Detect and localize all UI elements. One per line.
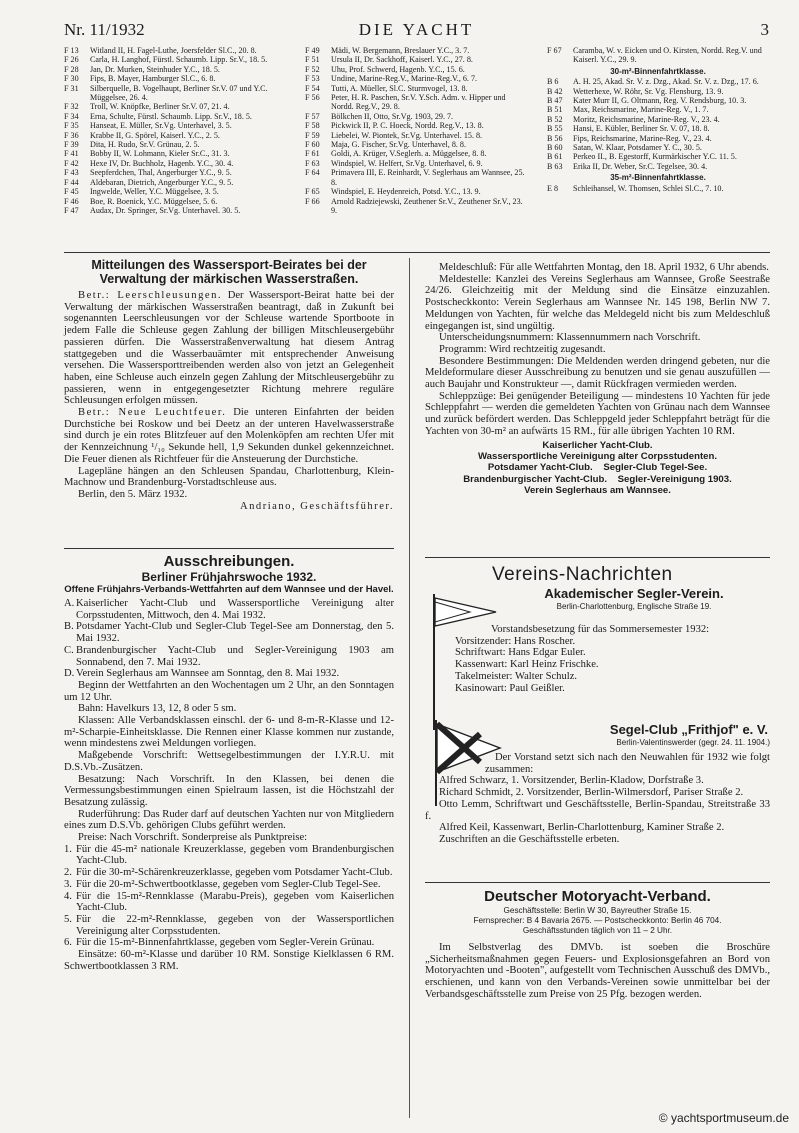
preise-paragraph: Preise: Nach Vorschrift. Sonderpreise als Punktpreise:	[78, 832, 308, 844]
board-member: Takelmeister: Walter Schulz.	[455, 670, 578, 682]
ausschreibungen-article	[64, 553, 394, 973]
registry-entry	[305, 121, 525, 130]
dmv-address: Geschäftsstelle: Berlin W 30, Bayreuther Straße 15.	[503, 906, 692, 915]
list-text: Für die 15-m²-Rennklasse (Marabu-Preis), gegeben vom Kaiserlichen Yacht-Club.	[76, 890, 394, 914]
sail-number: F 46	[64, 196, 79, 206]
club-name: Kaiserlicher Yacht-Club.	[542, 439, 653, 451]
list-marker: B.	[64, 621, 74, 633]
class-subheading: 30-m²-Binnenfahrtklasse.	[610, 66, 706, 76]
sail-number: B 61	[547, 152, 563, 162]
registry-entry	[64, 149, 279, 158]
yacht-details: Hansi, E. Kübler, Berliner Sr. V. 07, 18. 8.	[573, 124, 710, 134]
sail-number: B 63	[547, 161, 563, 171]
registry-entry	[305, 93, 525, 112]
yacht-details: Witland II, H. Fagel-Luthe, Joersfelder Sl.C., 20. 8.	[90, 46, 257, 55]
registry-entry	[547, 134, 769, 143]
yacht-details: Ingwelde, Weller, Y.C. Müggelsee, 3. 5.	[90, 187, 219, 197]
list-item	[64, 867, 394, 879]
beirat-signature: Andriano, Geschäftsführer.	[239, 500, 394, 512]
frithjof-member-2: Richard Schmidt, 2. Vorsitzender, Berlin-Wilmersdorf, Pariser Straße 2.	[439, 787, 744, 799]
registry-entry	[547, 184, 769, 193]
registry-entry	[64, 168, 279, 177]
club-name: Verein Seglerhaus am Wannsee.	[524, 485, 671, 497]
yacht-details: Kater Murr II, G. Oltmann, Reg. V. Rendsburg, 10. 3.	[573, 96, 747, 106]
frithjof-member-3: Otto Lemm, Schriftwart und Geschäftsstelle, Berlin-Spandau, Streitstraße 33 f.	[425, 798, 770, 822]
sail-number: F 61	[305, 149, 320, 159]
meldeschluss-paragraph: Meldeschluß: Für alle Wettfahrten Montag, den 18. April 1932, 6 Uhr abends.	[439, 262, 769, 273]
akad-address: Berlin-Charlottenburg, Englische Straße 19.	[556, 602, 712, 611]
yacht-details: Perkeo II., B. Egestorff, Kurmärkischer Y.C. 11. 5.	[573, 152, 737, 162]
frithjof-member-1: Alfred Schwarz, 1. Vorsitzender, Berlin-Kladow, Dorfstraße 3.	[439, 775, 704, 787]
schlepp-paragraph: Schleppzüge: Bei genügender Beteiligung — mindestens 10 Yachten für jede Schleppfahrt — werden die gemeldeten Yachten von Grünau nach dem Wannsee und zurück befördert werden. Das Schleppgeld jeder Schleppfahrt beträgt für die Yachten von 30-m² an aufwärts 15 RM., für alle übrigen Yachten 10 RM.	[425, 390, 770, 437]
beirat-title: Mitteilungen des Wassersport-Beirates bei der Verwaltung der märkischen Wasserstraßen.	[91, 258, 367, 286]
registry-entry	[305, 197, 525, 216]
registry-entry	[64, 131, 279, 140]
frithjof-club	[498, 722, 770, 749]
yacht-details: Hexe IV, Dr. Buchholz, Hagenb. Y.C., 30. 4.	[90, 158, 234, 168]
sail-number: F 34	[64, 111, 79, 121]
dmv-paragraph: Im Selbstverlag des DMVb. ist soeben die Broschüre „Sicherheitsmaßnahmen gegen Feuers- und Explosionsgefahren an Bord von Motoryachten und -Booten", aufgestellt vom Technischen Ausschuß des DMVb., erschienen, und kann von den Verbands-Vereinen sowie unmittelbar bei der Verbandsgeschäftsstelle zum Preise von 25 Pfg. bezogen werden.	[425, 942, 770, 1000]
sail-number: B 52	[547, 114, 563, 124]
sail-number: F 66	[305, 196, 320, 206]
yacht-details: Ursula II, Dr. Sackhoff, Kaiserl. Y.C., 27. 8.	[331, 55, 473, 65]
yacht-details: Boe, R. Boenick, Y.C. Müggelsee, 5. 6.	[90, 196, 218, 206]
frithjof-address: Berlin-Valentinswerder (gegr. 24. 11. 1904.)	[616, 738, 770, 747]
beginn-paragraph: Beginn der Wettfahrten an den Wochentagen um 2 Uhr, an den Sonntagen um 12 Uhr.	[64, 679, 394, 703]
programm-paragraph: Programm: Wird rechtzeitig zugesandt.	[439, 343, 606, 355]
registry-entry	[547, 46, 769, 65]
yacht-details: Carla, H. Langhof, Fürstl. Schaumb. Lipp. Sr.V., 18. 5.	[90, 55, 268, 65]
yacht-details: Satan, W. Klaar, Potsdamer Y. C., 30. 5.	[573, 143, 702, 153]
yacht-details: Schleihansel, W. Thomsen, Schlei Sl.C., 7. 10.	[573, 183, 724, 193]
registry-entry	[305, 74, 525, 83]
yacht-details: Caramba, W. v. Eicken und O. Kirsten, Nordd. Reg.V. und Kaiserl. Y.C., 29. 9.	[573, 46, 762, 65]
yacht-details: Audax, Dr. Springer, Sr.Vg. Unterhavel. 30. 5.	[90, 205, 241, 215]
list-item	[64, 621, 394, 644]
list-text: Potsdamer Yacht-Club und Segler-Club Tegel-See am Donnerstag, den 5. Mai 1932.	[76, 621, 394, 645]
unterscheidung-paragraph: Unterscheidungsnummern: Klassennummern nach Vorschrift.	[439, 332, 701, 344]
bahn-paragraph: Bahn: Havelkurs 13, 12, 8 oder 5 sm.	[78, 703, 237, 715]
list-marker: 4.	[64, 890, 72, 902]
sail-number: F 52	[305, 64, 320, 74]
beirat-paragraph-2: Die unteren Einfahrten der beiden Durchstiche bei Roskow und bei Deetz an der unteren Havelwasserstraße sind durch je ein rotes Blitzfeuer auf den Molenköpfen am rechten Ufer mit der Kennzeichnung ¹/₁₀ Sekunde hell, 1,9 Sekunden dunkel gekennzeichnet. Die Feuer dienen als Richtfeuer für die Ansteuerung der Durchstiche.	[64, 407, 394, 465]
registry-entry	[305, 159, 525, 168]
registry-entry	[305, 55, 525, 64]
registry-entry	[64, 187, 279, 196]
sail-number: F 53	[305, 74, 320, 84]
list-text: Brandenburgischer Yacht-Club und Segler-Vereinigung 1903 am Sonnabend, den 7. Mai 1932.	[76, 644, 394, 668]
board-member: Kassenwart: Karl Heinz Frischke.	[455, 659, 599, 671]
yacht-details: Erna, Schulte, Fürstl. Schaumb. Lipp. Sr.V., 18. 5.	[90, 111, 252, 121]
registry-entry	[547, 152, 769, 161]
yacht-details: Troll, W. Knöpfke, Berliner Sr.V. 07, 21. 4.	[90, 102, 230, 112]
registry-entry	[547, 143, 769, 152]
sail-number: F 58	[305, 121, 320, 131]
yacht-details: Silberquelle, B. Vogelhaupt, Berliner Sr.V. 07 und Y.C. Müggelsee, 26. 4.	[90, 83, 268, 103]
yacht-details: Goldi, A. Krüger, V.Seglerh. a. Müggelsee, 8. 8.	[331, 149, 487, 159]
registry-entry	[305, 168, 525, 187]
yacht-details: Uhu, Prof. Schwerd, Hagenb. Y.C., 15. 6.	[331, 64, 465, 74]
sail-number: F 57	[305, 111, 320, 121]
yacht-details: Liebelei, W. Piontek, Sr.Vg. Unterhavel. 15. 8.	[331, 130, 483, 140]
dmv-hours: Geschäftsstunden täglich von 11 – 2 Uhr.	[522, 926, 673, 935]
registry-entry	[305, 46, 525, 55]
sail-number: F 39	[64, 140, 79, 150]
registry-entry	[64, 159, 279, 168]
yacht-details: Windspiel, W. Helfert, Sr.Vg. Unterhavel, 6. 9.	[331, 158, 483, 168]
yacht-details: Max, Reichsmarine, Marine-Reg. V., 1. 7.	[573, 105, 709, 115]
sail-number: F 26	[64, 55, 79, 65]
sail-number: F 31	[64, 83, 79, 93]
einsatz-paragraph: Einsätze: 60-m²-Klasse und darüber 10 RM. Sonstige Kielklassen 6 RM. Schwertbootklassen 3 RM.	[64, 949, 394, 972]
watermark: © yachtsportmuseum.de	[658, 1111, 789, 1125]
akad-intro: Vorstandsbesetzung für das Sommersemester 1932:	[491, 624, 710, 635]
list-text: Für die 30-m²-Schärenkreuzerklasse, gegeben vom Potsdamer Yacht-Club.	[76, 867, 393, 879]
sail-number: F 63	[305, 158, 320, 168]
sail-number: F 32	[64, 102, 79, 112]
yacht-details: Mädi, W. Bergemann, Breslauer Y.C., 3. 7.	[331, 46, 470, 55]
sail-number: B 56	[547, 133, 563, 143]
registry-column-2	[305, 46, 525, 215]
registry-entry	[305, 149, 525, 158]
sail-number: F 43	[64, 168, 79, 178]
registry-column-1	[64, 46, 279, 215]
registry-entry	[64, 178, 279, 187]
sail-number: F 56	[305, 93, 320, 103]
dmv-article	[425, 888, 770, 1001]
registry-entry	[64, 140, 279, 149]
sail-number: B 55	[547, 124, 563, 134]
list-item	[64, 598, 394, 621]
sail-number: F 28	[64, 64, 79, 74]
registry-entry	[64, 112, 279, 121]
sail-number: F 47	[64, 205, 79, 215]
sail-number: F 59	[305, 130, 320, 140]
yacht-details: Arnold Radziejewski, Zeuthener Sr.V., Zeuthener Sr.V., 23. 9.	[331, 196, 523, 215]
sail-number: F 44	[64, 177, 79, 187]
sail-number: B 51	[547, 105, 563, 115]
vereins-nachrichten-title: Vereins-Nachrichten	[492, 564, 673, 585]
ausschreibungen-subtitle-2: Offene Frühjahrs-Verbands-Wettfahrten auf dem Wannsee und der Havel.	[64, 584, 394, 595]
registry-entry	[305, 112, 525, 121]
registry-entry	[64, 74, 279, 83]
frithjof-member-4: Alfred Keil, Kassenwart, Berlin-Charlottenburg, Kaminer Straße 2.	[439, 822, 725, 834]
registry-entry	[305, 187, 525, 196]
beirat-paragraph-3: Lagepläne hängen an den Schleusen Spandau, Charlottenburg, Klein-Machnow und Brandenburg-Vorstadtschleuse aus.	[64, 465, 394, 489]
ruder-paragraph: Ruderführung: Das Ruder darf auf deutschen Yachten nur von Mitgliedern eines zum D.S.Vb. gehörigen Clubs geführt werden.	[64, 808, 394, 832]
list-text: Für die 22-m²-Rennklasse, gegeben von der Wassersportlichen Vereinigung alter Corpsstudenten.	[76, 913, 394, 937]
sail-number: B 47	[547, 96, 563, 106]
list-item	[64, 891, 394, 914]
sail-number: F 65	[305, 187, 320, 197]
registry-column-3	[547, 46, 769, 193]
sail-number: B 6	[547, 77, 559, 87]
list-item	[64, 879, 394, 891]
yacht-details: Moritz, Reichsmarine, Marine-Reg. V., 23. 4.	[573, 114, 720, 124]
registry-entry	[64, 65, 279, 74]
sail-number: F 42	[64, 158, 79, 168]
sail-number: F 45	[64, 187, 79, 197]
sail-number: B 42	[547, 86, 563, 96]
yacht-details: A. H. 25, Akad. Sr. V. z. Dzg., Akad. Sr. V. z. Dzg., 17. 6.	[573, 77, 759, 87]
besondere-paragraph: Besondere Bestimmungen: Die Meldenden werden dringend gebeten, nur die Meldeformulare dieser Ausschreibung zu benutzen und sie genau auszufüllen — auch Baujahr und Konstrukteur —, damit Rückfragen vermieden werden.	[425, 355, 770, 391]
club-day-list	[64, 598, 394, 680]
sail-number: E 8	[547, 183, 559, 193]
sail-number: F 49	[305, 46, 320, 55]
beirat-paragraph-1: Der Wassersport-Beirat hatte bei der Verwaltung der märkischen Wasserstraßen beantragt, daß in Zukunft bei sogenannten Leerschleusungen vor der Schleuse wartende Sportboote in jedem Falle die Schleuse gegen Zahlung der billigen Mitschleusergebühr passieren dürfen. Die Wasserstraßenverwaltung hat diesem Antrag stattgegeben und die Wasserbauämter mit entsprechender Anweisung versehen. Die Wassersporttreibenden werden also von jetzt an Gelegenheit haben, eine Schleuse auch einzeln gegen Zahlung der Mitschleusergebühr zu passieren, wenn in entgegengesetzter Richtung mehrere reguläre Schleusungen erfolgen müssen.	[64, 290, 394, 407]
list-item	[64, 844, 394, 867]
sail-number: F 30	[64, 74, 79, 84]
beirat-label-2: Betr.: Neue Leuchtfeuer.	[78, 407, 227, 419]
list-marker: 2.	[64, 867, 72, 879]
yacht-details: Pickwick II, P. C. Hoeck, Nordd. Reg.V., 13. 8.	[331, 121, 484, 131]
list-marker: A.	[64, 598, 75, 609]
list-marker: C.	[64, 644, 74, 656]
registry-entry	[547, 115, 769, 124]
yacht-details: Aldebaran, Dietrich, Angerburger Y.C., 9. 5.	[90, 177, 234, 187]
ausschreibungen-title: Ausschreibungen.	[163, 553, 295, 570]
yacht-details: Wetterhexe, W. Röhr, Sr. Vg. Flensburg, 13. 9.	[573, 86, 724, 96]
frithjof-title: Segel-Club „Frithjof" e. V.	[609, 722, 768, 737]
yacht-details: Fips, B. Mayer, Hamburger Sl.C., 6. 8.	[90, 74, 216, 84]
list-text: Für die 15-m²-Binnenfahrtklasse, gegeben vom Segler-Verein Grünau.	[76, 937, 375, 949]
sail-number: F 67	[547, 46, 562, 55]
sail-number: F 13	[64, 46, 79, 55]
board-member: Vorsitzender: Hans Roscher.	[455, 635, 576, 647]
akad-board	[455, 624, 770, 694]
yacht-details: Tutti, A. Müeller, Sl.C. Sturmvogel, 13. 8.	[331, 83, 468, 93]
vorschrift-paragraph: Maßgebende Vorschrift: Wettsegelbestimmungen der I.Y.R.U. mit D.S.Vb.-Zusätzen.	[64, 750, 394, 773]
class-subheading: 35-m²-Binnenfahrtklasse.	[610, 173, 706, 183]
ausschreibung-continued	[425, 262, 770, 497]
registry-entry	[64, 84, 279, 103]
ausschreibungen-subtitle: Berliner Frühjahrswoche 1932.	[141, 570, 317, 584]
sail-number: F 51	[305, 55, 320, 65]
yacht-details: Bölkchen II, Otto, Sr.Vg. 1903, 29. 7.	[331, 111, 454, 121]
organizing-clubs	[425, 440, 770, 497]
club-name: Wassersportliche Vereinigung alter Corpsstudenten.	[477, 450, 717, 462]
list-marker: 3.	[64, 878, 72, 890]
akad-segler-verein	[498, 586, 770, 613]
list-text: Kaiserlicher Yacht-Club und Wassersportliche Vereinigung alter Corpsstudenten, Mittwoch, den 4. Mai 1932.	[76, 598, 394, 621]
meldestelle-paragraph: Meldestelle: Kanzlei des Vereins Seglerhaus am Wannsee, Große Seestraße 24/26. Gleichzeitig mit der Meldung sind die Einsätze einzuzahlen. Postscheckkonto: Verein Seglerhaus am Wannsee Nr. 145 198, Berlin NW 7. Meldungen von Yachten, für welche das Meldegeld nicht bis zum Meldeschluß eingegangen ist, sind ungültig.	[425, 273, 770, 332]
list-text: Für die 20-m²-Schwertbootklasse, gegeben vom Segler-Club Tegel-See.	[76, 878, 381, 890]
list-item	[64, 937, 394, 949]
registry-entry	[547, 96, 769, 105]
yacht-details: Windspiel, E. Heydenreich, Potsd. Y.C., 13. 9.	[331, 187, 481, 197]
sail-number: F 35	[64, 121, 79, 131]
yacht-details: Fips, Reichsmarine, Marine-Reg. V., 23. 4.	[573, 133, 712, 143]
yacht-details: Peter, H. R. Paschen, Sr.V. Y.Sch. Adm. v. Hipper und Nordd. Reg.V., 29. 8.	[331, 93, 506, 112]
klassen-paragraph: Klassen: Alle Verbandsklassen einschl. der 6- und 8-m-R-Klasse und 12-m²-Scharpie-Einheitsklasse. Die Rennen einer Klasse kommen nur zustande, wenn mindestens zwei Meldungen vorliegen.	[64, 715, 394, 750]
sail-number: F 60	[305, 140, 320, 150]
beirat-date: Berlin, den 5. März 1932.	[78, 488, 188, 500]
frithjof-note: Zuschriften an die Geschäftsstelle erbeten.	[439, 833, 620, 845]
club-name: Potsdamer Yacht-Club. Segler-Club Tegel-See.	[487, 462, 708, 474]
yacht-details: Jan, Dr. Murken, Steinhuder Y.C., 18. 5.	[90, 64, 220, 74]
divider	[64, 252, 770, 253]
yacht-details: Hanseat, E. Müller, Sr.Vg. Unterhavel, 3. 5.	[90, 121, 232, 131]
list-marker: D.	[64, 668, 75, 680]
club-name: Brandenburgischer Yacht-Club. Segler-Vereinigung 1903.	[463, 473, 732, 485]
board-member: Kasinowart: Paul Geißler.	[455, 682, 565, 694]
list-item	[64, 668, 394, 680]
list-text: Für die 45-m² nationale Kreuzerklasse, gegeben vom Brandenburgischen Yacht-Club.	[76, 843, 394, 867]
dmv-contact: Fernsprecher: B 4 Bavaria 2675. — Postscheckkonto: Berlin 46 704.	[473, 916, 722, 925]
sail-number: F 36	[64, 130, 79, 140]
yacht-details: Maja, G. Fischer, Sr.Vg. Unterhavel, 8. 8.	[331, 140, 466, 150]
yacht-details: Bobby II, W. Lohmann, Kieler Sr.C., 31. 3.	[90, 149, 230, 159]
yacht-details: Dita, H. Rudo, Sr.V. Grünau, 2. 5.	[90, 140, 200, 150]
registry-entry	[64, 46, 279, 55]
sail-number: F 41	[64, 149, 79, 159]
dmv-title: Deutscher Motoryacht-Verband.	[484, 888, 711, 905]
magazine-title: DIE YACHT	[358, 20, 475, 39]
sail-number: B 60	[547, 143, 563, 153]
prize-list	[64, 844, 394, 949]
yacht-details: Primavera III, E. Reinhardt, V. Seglerhaus am Wannsee, 25. 8.	[331, 168, 525, 187]
page-header	[64, 20, 769, 42]
registry-entry	[64, 55, 279, 64]
list-item	[64, 914, 394, 937]
frithjof-board	[425, 752, 770, 846]
sail-number: F 54	[305, 83, 320, 93]
column-divider	[409, 258, 410, 1118]
registry-entry	[305, 140, 525, 149]
registry-entry	[305, 131, 525, 140]
yacht-details: Erika II, Dr. Weber, Sr.C. Tegelsee, 30. 4.	[573, 161, 708, 171]
list-marker: 6.	[64, 937, 72, 949]
registry-entry	[547, 124, 769, 133]
page-number: 3	[760, 20, 769, 39]
beirat-article	[64, 258, 394, 512]
divider	[425, 557, 770, 558]
besatzung-paragraph: Besatzung: Nach Vorschrift. In den Klassen, bei denen die Vermessungsbestimmungen einen Spielraum lassen, ist die Höchstzahl der Besatzung zulässig.	[64, 773, 394, 808]
sail-number: F 64	[305, 168, 320, 178]
registry-entry	[547, 87, 769, 96]
divider	[64, 548, 394, 549]
registry-entry	[547, 77, 769, 86]
yacht-details: Undine, Marine-Reg.V., Marine-Reg.V., 6. 7.	[331, 74, 478, 84]
yacht-details: Seepferdchen, Thal, Angerburger Y.C., 9. 5.	[90, 168, 232, 178]
akad-title: Akademischer Segler-Verein.	[544, 586, 724, 601]
registry-entry	[64, 206, 279, 215]
list-marker: 1.	[64, 843, 72, 855]
registry-entry	[64, 102, 279, 111]
frithjof-intro: Der Vorstand setzt sich nach den Neuwahlen für 1932 wie folgt zusammen:	[485, 752, 770, 775]
registry-entry	[547, 162, 769, 171]
registry-entry	[64, 121, 279, 130]
divider	[425, 882, 770, 883]
list-text: Verein Seglerhaus am Wannsee am Sonntag, den 8. Mai 1932.	[76, 668, 340, 680]
registry-entry	[64, 197, 279, 206]
beirat-label-1: Betr.: Leerschleusungen.	[78, 290, 223, 301]
registry-entry	[305, 65, 525, 74]
list-item	[64, 645, 394, 668]
registry-entry	[547, 105, 769, 114]
list-marker: 5.	[64, 913, 72, 925]
board-member: Schriftwart: Hans Edgar Euler.	[455, 647, 586, 659]
issue-number: Nr. 11/1932	[64, 20, 145, 39]
registry-entry	[305, 84, 525, 93]
yacht-details: Krabbe II, G. Spörel, Kaiserl. Y.C., 2. 5.	[90, 130, 220, 140]
